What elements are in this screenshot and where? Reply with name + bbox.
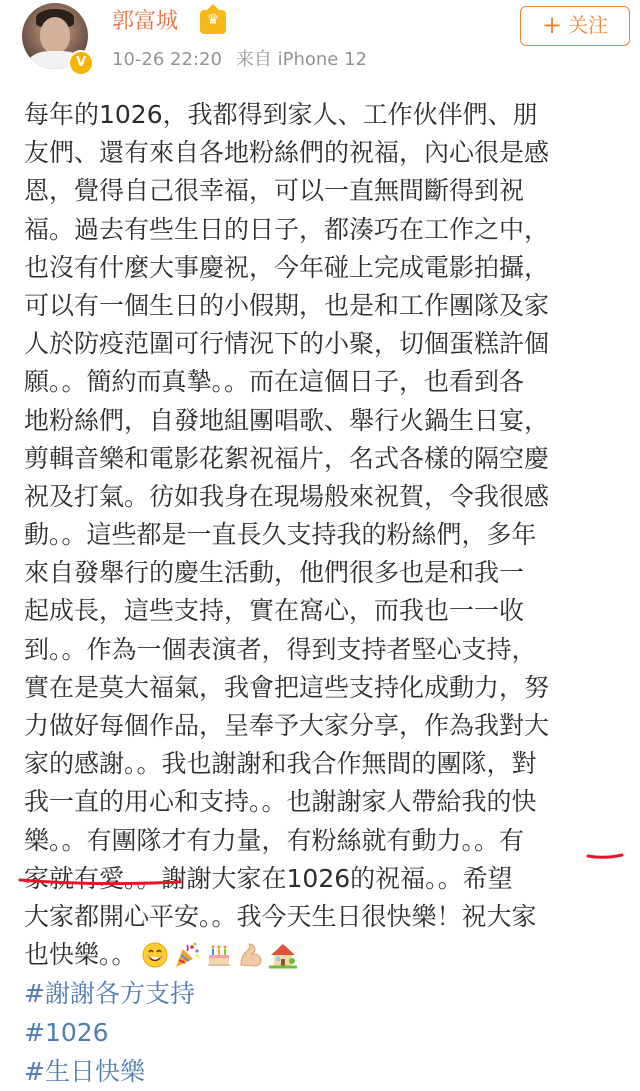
post-meta (112, 48, 367, 72)
post-line: 剪輯音樂和電影花絮祝福片，名式各樣的隔空慶 (24, 443, 550, 473)
birthday-cake-icon (205, 941, 233, 969)
post-line: 到。。作為一個表演者，得到支持者堅心支持， (24, 634, 537, 664)
post-line: 力做好每個作品，呈奉予大家分享，作為我對大 (24, 711, 550, 740)
post-line: 可以有一個生日的小假期，也是和工作團隊及家 (24, 290, 550, 320)
plus-icon: + (541, 11, 563, 39)
post-line: 起成長，這些支持，實在窩心，而我也一一收 (24, 596, 525, 626)
post-line: 願。。簡約而真摯。。而在這個日子，也看到各 (24, 367, 525, 397)
post-line: 恩，覺得自己很幸福，可以一直無間斷得到祝 (24, 176, 525, 206)
post-line: 也沒有什麼大事慶祝，今年碰上完成電影拍攝， (24, 252, 550, 282)
post-line: 家就有愛。。謝謝大家在1026的祝福。。希望 (24, 863, 513, 893)
hashtag-link[interactable]: #謝謝各方支持 (24, 979, 195, 1009)
post-line: 祝及打氣。彷如我身在現場般來祝賀，令我很感 (24, 481, 550, 511)
username[interactable]: 郭富城 (112, 9, 179, 34)
post-body (24, 96, 624, 1091)
smiling-face-icon (141, 941, 169, 969)
flexed-biceps-icon (237, 941, 265, 969)
post-line: 大家都開心平安。。我今天生日很快樂！祝大家 (24, 901, 537, 931)
post-source: 来自 iPhone 12 (235, 49, 368, 70)
hashtag-link[interactable]: #1026 (24, 1018, 109, 1048)
party-popper-icon (173, 941, 201, 969)
post-line: 每年的1026，我都得到家人、工作伙伴們、朋 (24, 100, 538, 129)
hashtag-list (24, 974, 624, 1091)
post-timestamp: 10-26 22:20 (112, 49, 222, 70)
post-line: 我一直的用心和支持。。也謝謝家人帶給我的快 (24, 787, 537, 817)
verified-badge-icon: V (68, 50, 94, 76)
vip-crown-icon: ♛ (200, 10, 226, 34)
post-line: 地粉絲們，自發地組團唱歌、舉行火鍋生日宴， (24, 405, 550, 435)
follow-label: 关注 (568, 13, 609, 37)
post-line: 來自發舉行的慶生活動，他們很多也是和我一 (24, 558, 525, 588)
post-line: 友們、還有來自各地粉絲們的祝福，內心很是感 (24, 138, 550, 168)
house-icon (269, 941, 297, 969)
post-line: 人於防疫范圍可行情況下的小聚，切個蛋糕許個 (24, 329, 550, 359)
post-line: 也快樂。。 (24, 940, 137, 970)
post-line: 樂。。有團隊才有力量，有粉絲就有動力。。有 (24, 825, 525, 855)
post-line: 家的感謝。。我也謝謝和我合作無間的團隊，對 (24, 749, 537, 779)
post-line: 動。。這些都是一直長久支持我的粉絲們，多年 (24, 520, 537, 550)
follow-button[interactable] (520, 6, 630, 46)
post-line: 實在是莫大福氣，我會把這些支持化成動力，努 (24, 672, 550, 702)
post-line-final (24, 936, 624, 974)
post-line: 福。過去有些生日的日子，都湊巧在工作之中， (24, 214, 550, 244)
hashtag-link[interactable]: #生日快樂 (24, 1057, 145, 1087)
post-header (0, 0, 640, 90)
